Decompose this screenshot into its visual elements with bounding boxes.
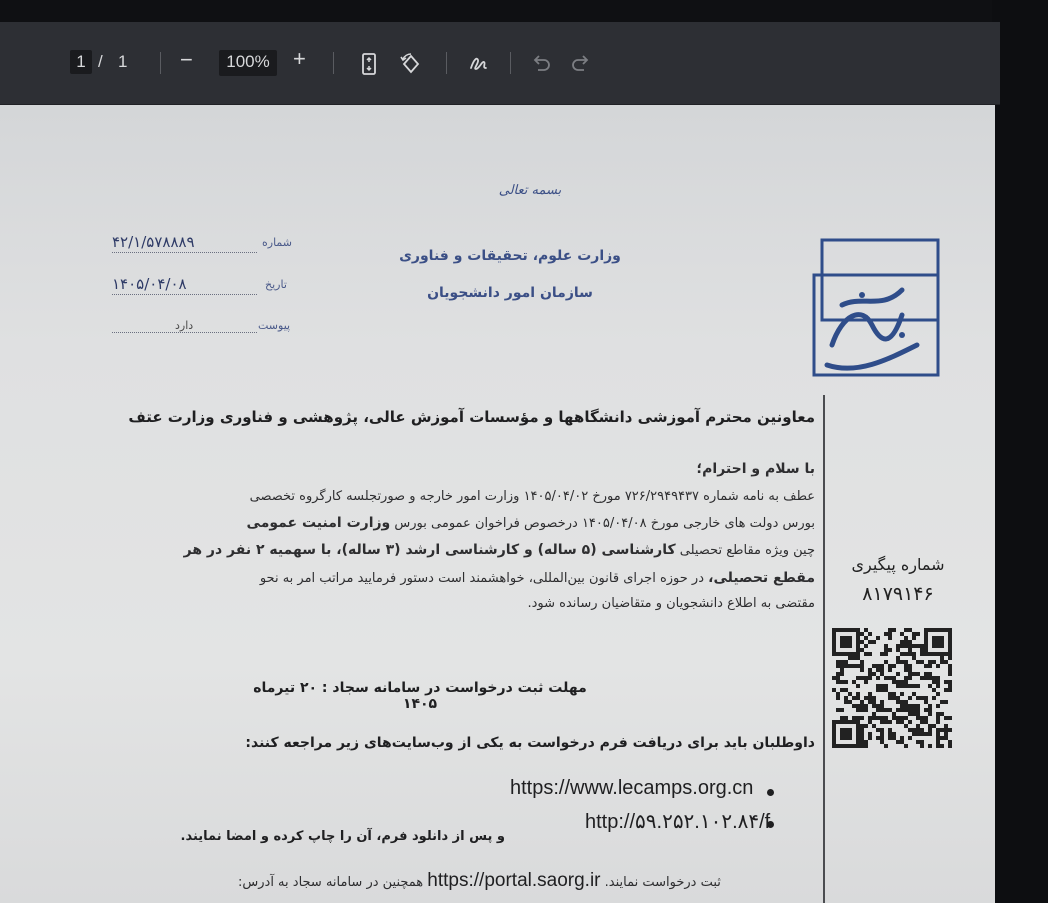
body-line-4-bold: مقطع تحصیلی، — [708, 570, 815, 586]
footer-suffix: ثبت درخواست نمایند. — [604, 875, 721, 890]
draw-icon[interactable] — [466, 51, 492, 77]
rotate-icon[interactable] — [398, 51, 424, 77]
zoom-level-input[interactable]: 100% — [219, 50, 277, 76]
body-line-3 — [184, 542, 815, 558]
monitor-bezel-top — [0, 0, 1048, 22]
number-dots — [112, 251, 257, 253]
monitor-bezel-right — [992, 0, 1048, 903]
tracking-number: ۸۱۷۹۱۴۶ — [862, 583, 934, 605]
organization-name: سازمان امور دانشجویان — [427, 285, 593, 301]
fit-page-icon[interactable] — [356, 51, 382, 77]
vertical-divider — [823, 395, 825, 903]
number-value: ۴۲/۱/۵۷۸۸۸۹ — [112, 233, 195, 251]
zoom-out-button[interactable]: − — [180, 47, 193, 72]
attachment-label: پیوست — [258, 319, 291, 332]
body-line-2-bold: وزارت امنیت عمومی — [246, 515, 391, 531]
date-dots — [112, 293, 257, 295]
page-separator: / — [98, 52, 103, 71]
footer-prefix: همچنین در سامانه سجاد به آدرس: — [238, 875, 424, 890]
qr-code — [832, 628, 952, 748]
deadline-line: مهلت ثبت درخواست در سامانه سجاد : ۲۰ تیرماه ۱۴۰۵ — [253, 680, 587, 712]
redo-icon[interactable] — [568, 51, 594, 77]
bismillah-heading: بسمه تعالی — [498, 183, 562, 198]
body-line-1: عطف به نامه شماره ۷۲۶/۲۹۴۹۴۳۷ مورخ ۱۴۰۵/۰۴/۰۲ وزارت امور خارجه و صورتجلسه کارگروه تخصصی — [249, 489, 815, 504]
greeting-line: با سلام و احترام؛ — [696, 461, 815, 477]
instruction-line: داوطلبان باید برای دریافت فرم درخواست به یکی از وب‌سایت‌های زیر مراجعه کنند: — [245, 735, 815, 751]
toolbar-divider — [446, 52, 447, 74]
organization-logo — [812, 235, 942, 380]
bullet-icon — [767, 789, 774, 796]
ministry-name: وزارت علوم، تحقیقات و فناوری — [399, 248, 621, 264]
body-line-3-text: چین ویژه مقاطع تحصیلی — [679, 543, 815, 558]
body-line-2-text: بورس دولت های خارجی مورخ ۱۴۰۵/۰۴/۰۸ درخصوص فراخوان عمومی بورس — [394, 516, 815, 531]
tracking-label: شماره پیگیری — [851, 555, 945, 574]
document-page — [0, 105, 995, 903]
body-line-3-bold: کارشناسی (۵ ساله) و کارشناسی ارشد (۳ ساله)، با سهمیه ۲ نفر در هر — [183, 542, 676, 558]
body-line-5: مقتضی به اطلاع دانشجویان و متقاضیان رسانده شود. — [527, 596, 815, 611]
url-link-2[interactable]: http://۵۹.۲۵۲.۱۰۲.۸۴/f — [585, 811, 771, 833]
body-line-2 — [247, 515, 815, 531]
page-number-input[interactable]: 1 — [70, 50, 92, 74]
toolbar-divider — [333, 52, 334, 74]
date-label: تاریخ — [265, 278, 287, 291]
toolbar-divider — [510, 52, 511, 74]
footer-url-link[interactable]: https://portal.saorg.ir — [427, 870, 601, 891]
number-label: شماره — [262, 236, 293, 249]
after-download-line: و پس از دانلود فرم، آن را چاپ کرده و امضا نمایند. — [180, 829, 505, 844]
attachment-value: دارد — [175, 319, 194, 332]
body-line-4 — [260, 570, 815, 586]
page-total: 1 — [118, 52, 128, 71]
url-link-1[interactable]: https://www.lecamps.org.cn — [510, 777, 754, 799]
footer-line — [238, 870, 721, 892]
pdf-toolbar — [0, 22, 1000, 105]
body-line-4-text: در حوزه اجرای قانون بین‌المللی، خواهشمند است دستور فرمایید مراتب امر به نحو — [259, 571, 704, 586]
addressee-line: معاونین محترم آموزشی دانشگاهها و مؤسسات آموزش عالی، پژوهشی و فناوری وزارت عتف — [128, 408, 815, 426]
undo-icon[interactable] — [528, 51, 554, 77]
toolbar-divider — [160, 52, 161, 74]
date-value: ۱۴۰۵/۰۴/۰۸ — [112, 275, 187, 293]
zoom-in-button[interactable]: + — [293, 46, 306, 71]
